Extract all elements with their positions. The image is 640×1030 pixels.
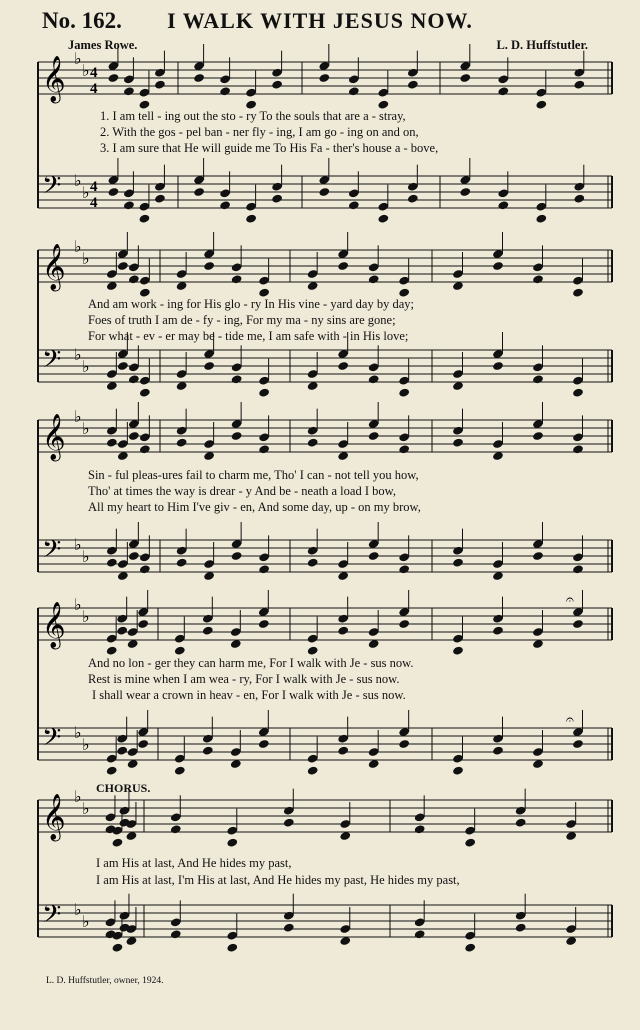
- note-head: [532, 431, 544, 441]
- note-head: [368, 551, 380, 561]
- note-head: [116, 626, 128, 636]
- note-head: [459, 73, 471, 83]
- note-head: [258, 619, 270, 629]
- note-head: [139, 388, 151, 398]
- note-head: [573, 80, 585, 90]
- flat-icon: ♭: [74, 49, 82, 68]
- note-head: [123, 200, 135, 210]
- note-head: [368, 274, 380, 284]
- note-head: [572, 388, 584, 398]
- hymn-title: I WALK WITH JESUS NOW.: [167, 8, 473, 33]
- note-head: [337, 746, 349, 756]
- flat-icon: ♭: [74, 900, 82, 919]
- note-head: [176, 558, 188, 568]
- note-head: [318, 73, 330, 83]
- note-head: [271, 80, 283, 90]
- note-head: [106, 766, 118, 776]
- note-head: [572, 564, 584, 574]
- bass-clef-icon: 𝄢: [42, 171, 62, 206]
- flat-icon: ♭: [82, 607, 90, 626]
- flat-icon: ♭: [82, 183, 90, 202]
- flat-icon: ♭: [82, 249, 90, 268]
- lyric-line: Foes of truth I am de - fy - ing, For my ma - ny sins are gone;: [88, 313, 396, 327]
- lyric-line: For what - ev - er may be - tide me, I am safe with - in His love;: [88, 329, 409, 343]
- note-head: [452, 646, 464, 656]
- note-head: [573, 194, 585, 204]
- note-head: [532, 551, 544, 561]
- flat-icon: ♭: [74, 237, 82, 256]
- note-head: [219, 200, 231, 210]
- flat-icon: ♭: [74, 595, 82, 614]
- flat-icon: ♭: [82, 357, 90, 376]
- note-head: [515, 818, 527, 828]
- note-head: [106, 646, 118, 656]
- note-head: [398, 564, 410, 574]
- lyric-line: All my heart to Him I've giv - en, And some day, up - on my brow,: [88, 500, 421, 514]
- copyright-footer: L. D. Huffstutler, owner, 1924.: [46, 976, 164, 986]
- lyric-line: 2. With the gos - pel ban - ner fly - ing, I am go - ing on and on,: [100, 125, 419, 139]
- note-head: [107, 73, 119, 83]
- lyricist-credit: James Rowe.: [68, 38, 138, 52]
- note-head: [170, 824, 182, 834]
- note-head: [307, 438, 319, 448]
- lyric-line: 3. I am sure that He will guide me To His Fa - ther's house a - bove,: [100, 141, 439, 155]
- note-head: [398, 388, 410, 398]
- note-head: [492, 626, 504, 636]
- note-head: [348, 86, 360, 96]
- note-head: [231, 431, 243, 441]
- time-signature-top: 4: [90, 179, 98, 195]
- note-head: [459, 187, 471, 197]
- note-head: [368, 374, 380, 384]
- note-head: [318, 187, 330, 197]
- treble-clef-icon: 𝄞: [42, 414, 66, 460]
- lyric-line: Rest is mine when I am wea - ry, For I walk with Je - sus now.: [88, 672, 400, 686]
- note-head: [117, 261, 129, 271]
- note-head: [337, 361, 349, 371]
- note-head: [106, 558, 118, 568]
- bass-clef-icon: 𝄢: [42, 723, 62, 758]
- note-head: [128, 551, 140, 561]
- note-head: [170, 929, 182, 939]
- treble-clef-icon: 𝄞: [42, 56, 66, 102]
- note-head: [307, 766, 319, 776]
- note-head: [116, 746, 128, 756]
- lyric-line: I am His at last, And He hides my past,: [96, 856, 292, 870]
- treble-clef-icon: 𝄞: [42, 794, 66, 840]
- time-signature-bottom: 4: [90, 195, 98, 211]
- note-head: [337, 626, 349, 636]
- note-head: [398, 739, 410, 749]
- flat-icon: ♭: [82, 735, 90, 754]
- note-head: [174, 646, 186, 656]
- fermata-icon: 𝄐: [566, 592, 574, 608]
- note-head: [492, 261, 504, 271]
- note-head: [258, 388, 270, 398]
- note-head: [176, 438, 188, 448]
- note-head: [106, 438, 118, 448]
- note-head: [492, 746, 504, 756]
- flat-icon: ♭: [82, 547, 90, 566]
- time-signature-top: 4: [90, 65, 98, 81]
- note-head: [138, 214, 150, 224]
- note-head: [203, 261, 215, 271]
- note-head: [123, 86, 135, 96]
- lyric-line: And am work - ing for His glo - ry In His vine - yard day by day;: [88, 297, 414, 311]
- note-head: [231, 274, 243, 284]
- note-head: [231, 374, 243, 384]
- flat-icon: ♭: [82, 799, 90, 818]
- lyric-line: Tho' at times the way is drear - y And be - neath a load I bow,: [88, 484, 396, 498]
- treble-clef-icon: 𝄞: [42, 602, 66, 648]
- lyric-line: I am His at last, I'm His at last, And He hides my past, He hides my past,: [96, 873, 460, 887]
- hymn-number: No. 162.: [42, 8, 122, 33]
- note-head: [174, 766, 186, 776]
- note-head: [137, 739, 149, 749]
- note-head: [452, 558, 464, 568]
- note-head: [112, 943, 124, 953]
- note-head: [464, 838, 476, 848]
- note-head: [398, 619, 410, 629]
- flat-icon: ♭: [74, 535, 82, 554]
- bass-clef-icon: 𝄢: [42, 535, 62, 570]
- note-head: [452, 438, 464, 448]
- note-head: [139, 444, 151, 454]
- note-head: [407, 194, 419, 204]
- note-head: [532, 374, 544, 384]
- flat-icon: ♭: [74, 345, 82, 364]
- note-head: [414, 929, 426, 939]
- flat-icon: ♭: [82, 912, 90, 931]
- note-head: [245, 214, 257, 224]
- note-head: [398, 444, 410, 454]
- note-head: [219, 86, 231, 96]
- flat-icon: ♭: [82, 419, 90, 438]
- flat-icon: ♭: [74, 171, 82, 190]
- note-head: [258, 564, 270, 574]
- note-head: [497, 200, 509, 210]
- note-head: [368, 431, 380, 441]
- note-head: [283, 923, 295, 933]
- note-head: [407, 80, 419, 90]
- note-head: [128, 374, 140, 384]
- note-head: [497, 86, 509, 96]
- note-head: [572, 739, 584, 749]
- time-signature-bottom: 4: [90, 81, 98, 97]
- note-head: [137, 619, 149, 629]
- note-head: [226, 838, 238, 848]
- note-head: [572, 288, 584, 298]
- note-head: [139, 564, 151, 574]
- bass-clef-icon: 𝄢: [42, 345, 62, 380]
- note-head: [202, 626, 214, 636]
- note-head: [193, 187, 205, 197]
- lyric-line: And no lon - ger they can harm me, For I walk with Je - sus now.: [88, 656, 414, 670]
- note-head: [572, 444, 584, 454]
- note-head: [193, 73, 205, 83]
- chorus-label: CHORUS.: [96, 781, 151, 795]
- note-head: [128, 431, 140, 441]
- note-head: [307, 646, 319, 656]
- note-head: [154, 194, 166, 204]
- note-head: [414, 824, 426, 834]
- note-head: [258, 739, 270, 749]
- note-head: [154, 80, 166, 90]
- note-head: [283, 818, 295, 828]
- note-head: [112, 838, 124, 848]
- note-head: [572, 619, 584, 629]
- note-head: [307, 558, 319, 568]
- fermata-icon: 𝄐: [566, 712, 574, 728]
- bass-clef-icon: 𝄢: [42, 900, 62, 935]
- lyric-line: I shall wear a crown in heav - en, For I walk with Je - sus now.: [92, 688, 406, 702]
- note-head: [128, 274, 140, 284]
- note-head: [202, 746, 214, 756]
- note-head: [258, 444, 270, 454]
- note-head: [271, 194, 283, 204]
- note-head: [107, 187, 119, 197]
- note-head: [532, 274, 544, 284]
- note-head: [515, 923, 527, 933]
- note-head: [203, 361, 215, 371]
- note-head: [337, 261, 349, 271]
- note-head: [377, 214, 389, 224]
- note-head: [535, 214, 547, 224]
- composer-credit: L. D. Huffstutler.: [496, 38, 588, 52]
- flat-icon: ♭: [74, 787, 82, 806]
- flat-icon: ♭: [82, 61, 90, 80]
- note-head: [464, 943, 476, 953]
- note-head: [348, 200, 360, 210]
- lyric-line: 1. I am tell - ing out the sto - ry To the souls that are a - stray,: [100, 109, 406, 123]
- note-head: [226, 943, 238, 953]
- flat-icon: ♭: [74, 723, 82, 742]
- note-head: [452, 766, 464, 776]
- flat-icon: ♭: [74, 407, 82, 426]
- note-head: [117, 361, 129, 371]
- note-head: [231, 551, 243, 561]
- note-head: [492, 361, 504, 371]
- note-head: [535, 100, 547, 110]
- lyric-line: Sin - ful pleas-ures fail to charm me, Tho' I can - not tell you how,: [88, 468, 419, 482]
- treble-clef-icon: 𝄞: [42, 244, 66, 290]
